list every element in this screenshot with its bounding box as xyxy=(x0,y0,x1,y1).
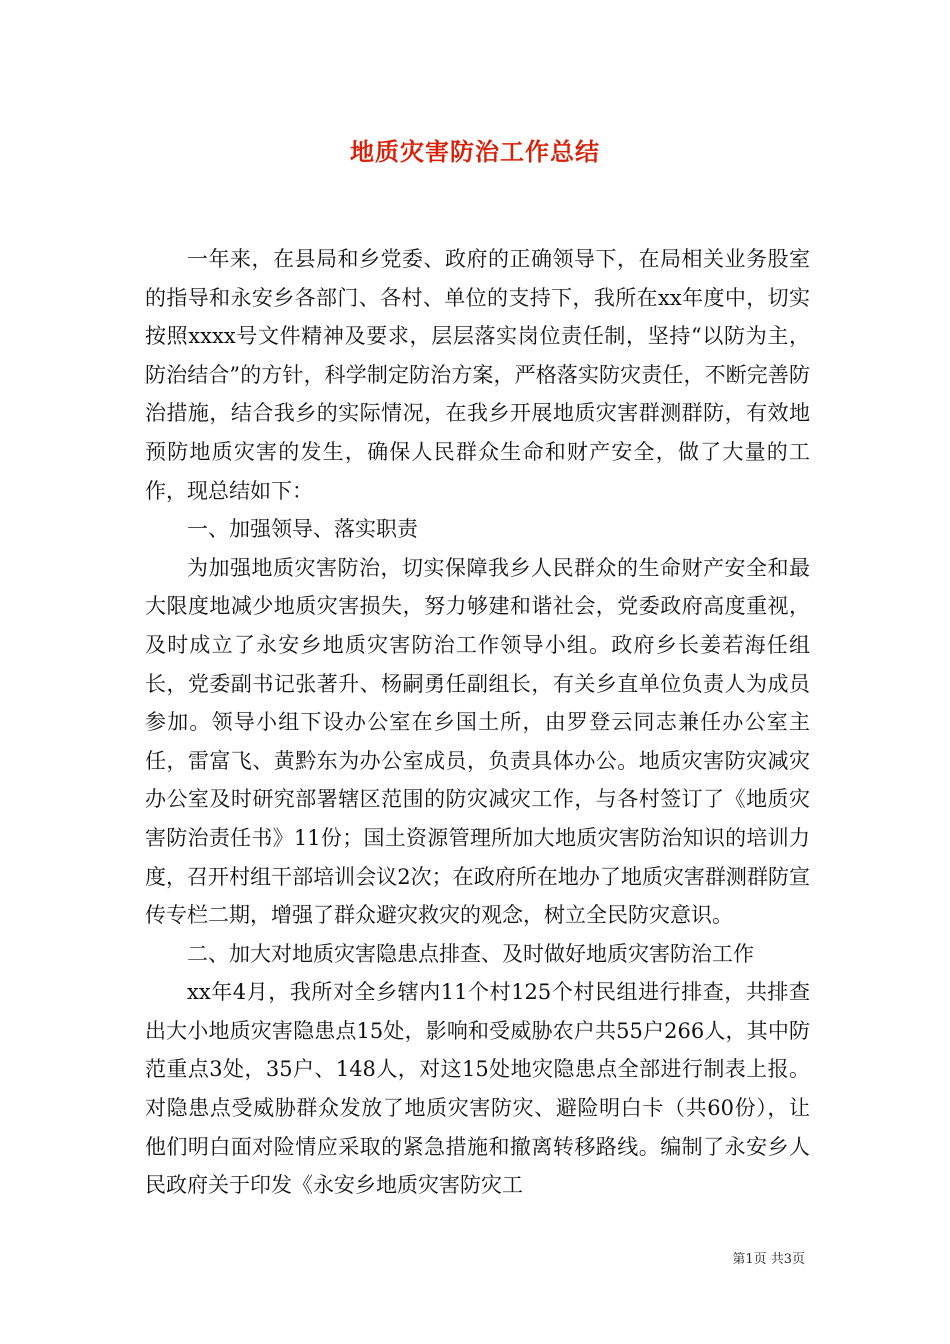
document-title: 地质灾害防治工作总结 xyxy=(350,137,600,166)
section-heading-2: 二、加大对地质灾害隐患点排查、及时做好地质灾害防治工作 xyxy=(187,941,754,966)
section-heading-1: 一、加强领导、落实职责 xyxy=(187,517,418,542)
document-body xyxy=(145,240,810,1205)
paragraph-intro: 一年来，在县局和乡党委、政府的正确领导下，在局相关业务股室的指导和永安乡各部门、各村、单位的支持下，我所在xx年度中，切实按照xxxx号文件精神及要求，层层落实岗位责任制，坚持“以防为主，防治结合”的方针，科学制定防治方案，严格落实防灾责任，不断完善防治措施，结合我乡的实际情况，在我乡开展地质灾害群测群防，有效地预防地质灾害的发生，确保人民群众生命和财产安全，做了大量的工作，现总结如下： xyxy=(145,247,810,503)
paragraph-section-2: xx年4月，我所对全乡辖内11个村125个村民组进行排查，共排查出大小地质灾害隐患点15处，影响和受威胁农户共55户266人，其中防范重点3处，35户、148人，对这15处地灾隐患点全部进行制表上报。对隐患点受威胁群众发放了地质灾害防灾、避险明白卡（共60份），让他们明白面对险情应采取的紧急措施和撤离转移路线。编制了永安乡人民政府关于印发《永安乡地质灾害防灾工 xyxy=(145,980,810,1198)
page-number-footer: 第1页 共3页 xyxy=(732,1252,805,1267)
paragraph-section-1: 为加强地质灾害防治，切实保障我乡人民群众的生命财产安全和最大限度地减少地质灾害损失，努力够建和谐社会，党委政府高度重视，及时成立了永安乡地质灾害防治工作领导小组。政府乡长姜若海任组长，党委副书记张著升、杨嗣勇任副组长，有关乡直单位负责人为成员参加。领导小组下设办公室在乡国土所，由罗登云同志兼任办公室主任，雷富飞、黄黔东为办公室成员，负责具体办公。地质灾害防灾减灾办公室及时研究部署辖区范围的防灾减灾工作，与各村签订了《地质灾害防治责任书》11份；国土资源管理所加大地质灾害防治知识的培训力度，召开村组干部培训会议2次；在政府所在地办了地质灾害群测群防宣传专栏二期，增强了群众避灾救灾的观念，树立全民防灾意识。 xyxy=(145,555,810,928)
